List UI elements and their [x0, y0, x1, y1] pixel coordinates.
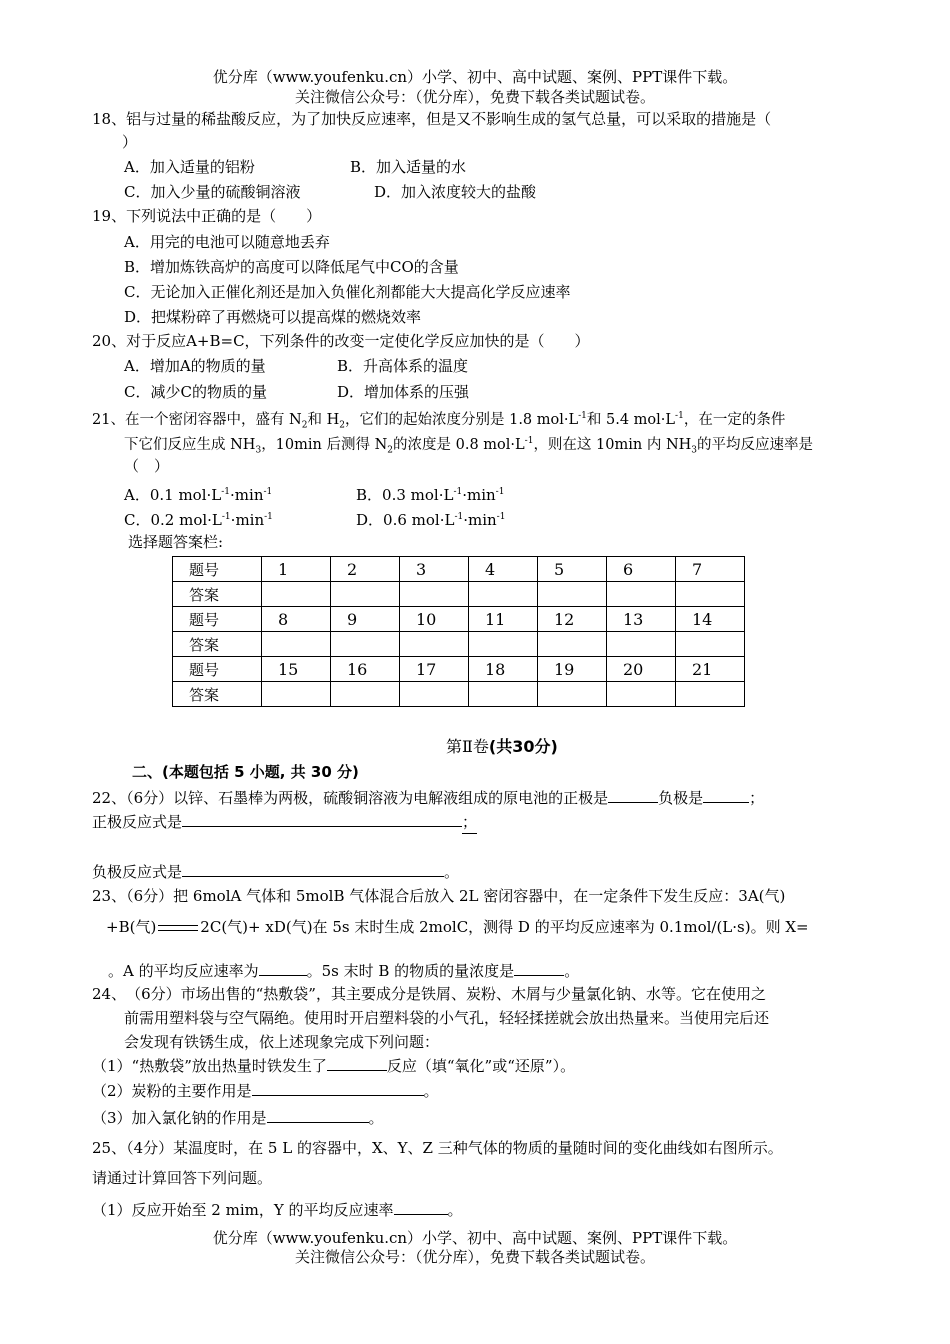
q19-option-a: A．用完的电池可以随意地丢弃: [124, 233, 330, 251]
footer-line-1: 优分库（www.youfenku.cn）小学、初中、高中试题、案例、PPT课件下载。: [212, 1229, 738, 1247]
q23-line-2: +B(气) 2C(气)+ xD(气)在 5s 末时生成 2molC，测得 D 的平均反应速率为 0.1mol/(L·s)。则 X=: [106, 918, 809, 936]
answer-table-row-label: 题号: [173, 557, 262, 582]
q25-sub-1: （1）反应开始至 2 mim，Y 的平均反应速率 。: [92, 1198, 463, 1221]
q21-option-a: A．0.1 $mol\cdot L^{-1}\cdot\min^{-1}$: [124, 486, 273, 504]
answer-table-row: [173, 557, 745, 582]
q24-line-2: 前需用塑料袋与空气隔绝。使用时开启塑料袋的小气孔，轻轻揉搓就会放出热量来。当使用完后还: [124, 1009, 770, 1027]
answer-table: [172, 556, 745, 707]
answer-table-row: [173, 682, 745, 707]
question-number-cell: 12: [538, 607, 607, 632]
question-number-cell: 13: [607, 607, 676, 632]
q25-rate-blank[interactable]: [394, 1198, 448, 1215]
q19-option-c: C．无论加入正催化剂还是加入负催化剂都能大大提高化学反应速率: [124, 283, 571, 301]
q22-positive-equation-blank[interactable]: [182, 810, 462, 827]
q24-reaction-type-blank[interactable]: [327, 1054, 387, 1071]
q21-option-d: D．0.6 $mol\cdot L^{-1}\cdot\min^{-1}$: [356, 511, 506, 529]
answer-cell[interactable]: [400, 582, 469, 607]
answer-cell[interactable]: [331, 682, 400, 707]
header-line-1: 优分库（www.youfenku.cn）小学、初中、高中试题、案例、PPT课件下载。: [212, 68, 738, 86]
answer-table-row-label: 答案: [173, 632, 262, 657]
question-number-cell: 20: [607, 657, 676, 682]
question-number-cell: 9: [331, 607, 400, 632]
q24-nacl-role-blank[interactable]: [267, 1106, 369, 1123]
answer-cell[interactable]: [331, 632, 400, 657]
q19-option-d: D．把煤粉碎了再燃烧可以提高煤的燃烧效率: [124, 308, 422, 326]
q24-sub-3: （3）加入氯化钠的作用是 。: [92, 1106, 384, 1129]
answer-table-row-label: 答案: [173, 682, 262, 707]
q22-line-1: 22、（6分）以锌、石墨棒为两极，硫酸铜溶液为电解液组成的原电池的正极是 负极是 ；: [92, 786, 764, 809]
q22-negative-equation-blank[interactable]: [182, 860, 444, 877]
q23-line-3: 。A 的平均反应速率为 。5s 末时 B 的物质的量浓度是 。: [108, 959, 579, 982]
q21-line-2: 下它们反应生成 $NH_3$，10min 后测得 $N_2$的浓度是 0.8 $mol\cdot L^{-1}$，则在这 10min 内 $NH_3$的平均反应速率是: [124, 436, 814, 456]
equilibrium-arrow-icon: [156, 921, 200, 935]
q20-option-d: D．增加体系的压强: [337, 383, 470, 401]
q21-option-c: C．0.2 $mol\cdot L^{-1}\cdot\min^{-1}$: [124, 511, 273, 529]
answer-cell[interactable]: [262, 582, 331, 607]
question-number-cell: 10: [400, 607, 469, 632]
answer-cell[interactable]: [262, 632, 331, 657]
answer-cell[interactable]: [469, 682, 538, 707]
footer-line-2: 关注微信公众号：（优分库），免费下载各类试题试卷。: [294, 1248, 655, 1266]
question-number-cell: 6: [607, 557, 676, 582]
header-line-2: 关注微信公众号：（优分库），免费下载各类试题试卷。: [294, 88, 655, 106]
q18-option-b: B．加入适量的水: [350, 158, 467, 176]
answer-cell[interactable]: [469, 632, 538, 657]
question-number-cell: 5: [538, 557, 607, 582]
q24-sub-1: （1）“热敷袋”放出热量时铁发生了 反应（填“氧化”或“还原”）。: [92, 1054, 575, 1077]
answer-cell[interactable]: [331, 582, 400, 607]
q22-line-2: 正极反应式是 ；: [92, 810, 477, 834]
answer-cell[interactable]: [607, 632, 676, 657]
answer-table-caption: 选择题答案栏:: [128, 533, 224, 551]
question-number-cell: 17: [400, 657, 469, 682]
answer-cell[interactable]: [400, 632, 469, 657]
answer-cell[interactable]: [676, 582, 745, 607]
part2-title: 第Ⅱ卷(共30分): [446, 737, 558, 756]
q20-stem: 20、对于反应A+B=C，下列条件的改变一定使化学反应加快的是（ ）: [92, 332, 590, 350]
q23-rate-blank[interactable]: [259, 959, 307, 976]
q24-line-3: 会发现有铁锈生成，依上述现象完成下列问题：: [124, 1033, 440, 1051]
q19-option-b: B．增加炼铁高炉的高度可以降低尾气中CO的含量: [124, 258, 459, 276]
q22-line-3: 负极反应式是 。: [92, 860, 459, 883]
answer-table-row: [173, 582, 745, 607]
question-number-cell: 19: [538, 657, 607, 682]
answer-table-row-label: 题号: [173, 657, 262, 682]
question-number-cell: 7: [676, 557, 745, 582]
question-number-cell: 18: [469, 657, 538, 682]
q18-stem: 18、铝与过量的稀盐酸反应，为了加快反应速率，但是又不影响生成的氢气总量，可以采取的措施是（: [92, 110, 772, 128]
q18-option-c: C．加入少量的硫酸铜溶液: [124, 183, 301, 201]
answer-cell[interactable]: [607, 582, 676, 607]
answer-cell[interactable]: [538, 682, 607, 707]
q19-stem: 19、下列说法中正确的是（ ）: [92, 207, 322, 225]
question-number-cell: 2: [331, 557, 400, 582]
q18-option-d: D．加入浓度较大的盐酸: [374, 183, 537, 201]
answer-cell[interactable]: [676, 632, 745, 657]
question-number-cell: 14: [676, 607, 745, 632]
answer-cell[interactable]: [262, 682, 331, 707]
q25-line-1: 25、（4分）某温度时，在 5 L 的容器中，X、Y、Z 三种气体的物质的量随时间的变化曲线如右图所示。: [92, 1139, 783, 1157]
q20-option-a: A．增加A的物质的量: [124, 357, 266, 375]
q24-line-1: 24、 （6分）市场出售的“热敷袋”，其主要成分是铁屑、炭粉、木屑与少量氯化钠、水等。它在使用之: [92, 985, 766, 1003]
answer-table-row-label: 题号: [173, 607, 262, 632]
q23-concentration-blank[interactable]: [514, 959, 564, 976]
answer-cell[interactable]: [400, 682, 469, 707]
answer-cell[interactable]: [538, 582, 607, 607]
question-number-cell: 16: [331, 657, 400, 682]
answer-table-row: [173, 657, 745, 682]
part2-section-heading: 二、(本题包括 5 小题, 共 30 分): [132, 763, 359, 781]
question-number-cell: 21: [676, 657, 745, 682]
answer-table-row: [173, 632, 745, 657]
answer-cell[interactable]: [676, 682, 745, 707]
q22-positive-blank[interactable]: [608, 786, 658, 803]
question-number-cell: 4: [469, 557, 538, 582]
question-number-cell: 15: [262, 657, 331, 682]
q24-sub-2: （2）炭粉的主要作用是 。: [92, 1079, 439, 1102]
q18-stem-cont: ）: [122, 133, 138, 151]
question-number-cell: 11: [469, 607, 538, 632]
q23-line-1: 23、（6分）把 6molA 气体和 5molB 气体混合后放入 2L 密闭容器中，在一定条件下发生反应：3A(气): [92, 887, 786, 905]
q24-carbon-role-blank[interactable]: [252, 1079, 424, 1096]
q21-option-b: B．0.3 $mol\cdot L^{-1}\cdot\min^{-1}$: [356, 486, 505, 504]
q18-option-a: A．加入适量的铝粉: [124, 158, 255, 176]
answer-cell[interactable]: [607, 682, 676, 707]
q20-option-c: C．减少C的物质的量: [124, 383, 267, 401]
q21-line-3: （ ）: [124, 457, 170, 475]
question-number-cell: 3: [400, 557, 469, 582]
q22-negative-blank[interactable]: [703, 786, 749, 803]
q25-line-2: 请通过计算回答下列问题。: [92, 1169, 273, 1187]
answer-table-row: [173, 607, 745, 632]
q21-line-1: 21、在一个密闭容器中，盛有 $N_2$和 $H_2$，它们的起始浓度分别是 1.8 $mol\cdot L^{-1}$和 5.4 $mol\cdot L^{-1}$，在一定的条件: [92, 411, 786, 431]
q20-option-b: B．升高体系的温度: [337, 357, 469, 375]
answer-table-row-label: 答案: [173, 582, 262, 607]
question-number-cell: 1: [262, 557, 331, 582]
answer-cell[interactable]: [538, 632, 607, 657]
answer-cell[interactable]: [469, 582, 538, 607]
question-number-cell: 8: [262, 607, 331, 632]
